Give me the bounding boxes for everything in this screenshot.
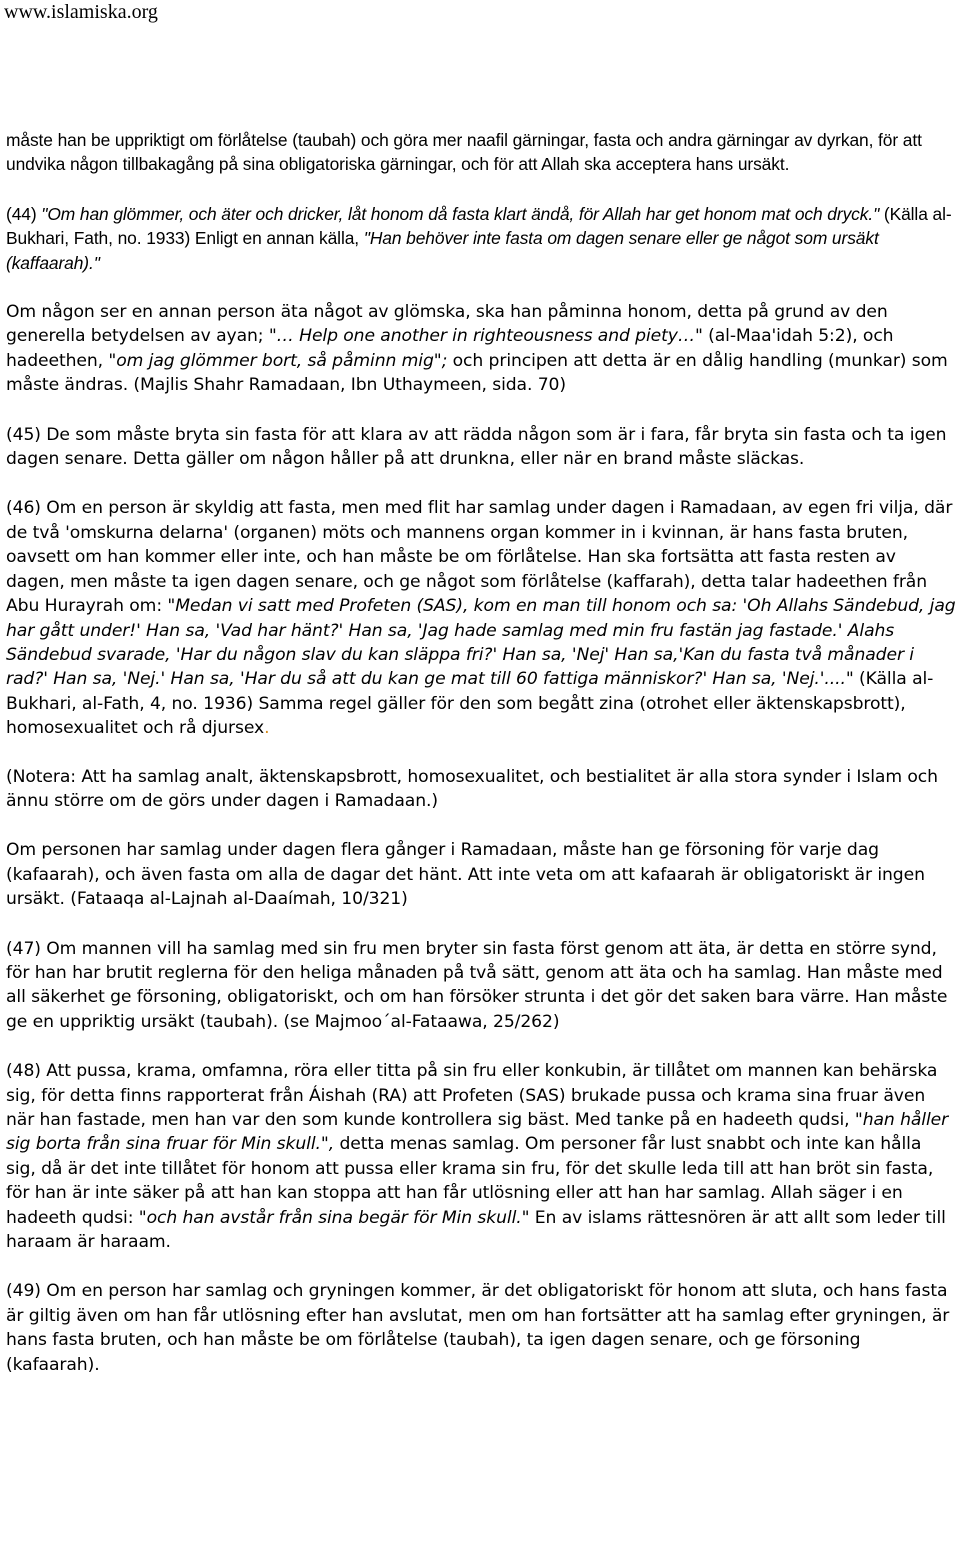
paragraph-repeated-text: Om personen har samlag under dagen flera gånger i Ramadaan, måste han ge försoning för varje dag (kafaarah), och även fasta om alla de dagar det hänt. Att inte veta om att kafaarah är obligatoriskt är ingen ursäkt. (Fataaqa al-Lajnah al-Daaímah, 10/321) xyxy=(6,840,925,910)
paragraph-46-end-dot: . xyxy=(264,718,270,739)
paragraph-44-number: (44) xyxy=(6,203,42,224)
site-url: www.islamiska.org xyxy=(4,1,158,23)
paragraph-48-quote-2: "och han avstår från sina begär för Min skull." xyxy=(138,1207,530,1228)
paragraph-reminder-text: Om någon ser en annan person äta något av glömska, ska han påminna honom, detta på grund av den generella betydelsen av ayan; xyxy=(6,302,888,347)
paragraph-45-text: (45) De som måste bryta sin fasta för att klara av att rädda någon som är i fara, får bryta sin fasta och ta igen dagen senare. Detta gäller om någon håller på att drunkna, eller när en brand måste släckas. xyxy=(6,424,947,470)
paragraph-intro xyxy=(6,128,956,177)
paragraph-46 xyxy=(6,496,956,740)
paragraph-46-hadeeth: "Medan vi satt med Profeten (SAS), kom en man till honom och sa: 'Oh Allahs Sändebud, jag har gått under!' Han sa, 'Vad har hänt?' Han sa, 'Jag hade samlag med min fru fastän jag fastade.' Alahs Sändebud svarade, 'Har du någon slav du kan släppa fri?' Han sa, 'Nej' Han sa,'Kan du fasta två månader i rad?' Han sa, 'Nej.' Han sa, 'Har du så att du kan ge mat till 60 fattiga människor?' Han sa, 'Nej.'...." xyxy=(6,596,956,690)
paragraph-47 xyxy=(6,937,956,1035)
paragraph-note-text: (Notera: Att ha samlag analt, äktenskapsbrott, homosexualitet, och bestialitet är alla stora synder i Islam och ännu större om de görs under dagen i Ramadaan.) xyxy=(6,766,938,811)
paragraph-44 xyxy=(6,202,956,275)
paragraph-48 xyxy=(6,1059,956,1254)
paragraph-48-quote: "han håller sig borta från sina fruar för Min skull.", xyxy=(6,1110,949,1155)
paragraph-46-source: (Källa al-Bukhari, al-Fath, 4, no. 1936) Samma regel gäller för den som begått zina (otrohet eller äktenskapsbrott), homosexualitet och rå djursex xyxy=(6,669,934,739)
paragraph-reminder-ref: (al-Maa'idah 5:2), och hadeethen, xyxy=(6,326,894,371)
document-body xyxy=(6,128,956,1402)
paragraph-49-text: (49) Om en person har samlag och gryningen kommer, är det obligatoriskt för honom att sluta, och hans fasta är giltig även om han får utlösning efter han avslutat, men om han fortsätter att ha samlag efter gryningen, är hans fasta bruten, och han måste be om förlåtelse (taubah), ta igen dagen senare, och ge försoning (kafaarah). xyxy=(6,1281,950,1375)
paragraph-44-quote-2: "Han behöver inte fasta om dagen senare eller ge något som ursäkt (kaffaarah)." xyxy=(6,228,879,273)
paragraph-48-text: (48) Att pussa, krama, omfamna, röra eller titta på sin fru eller konkubin, är tillåtet om mannen kan behärska sig, för detta finns rapporterat från Áishah (RA) att Profeten (SAS) brukade pussa och krama sina fruar även när han fastade, men han var den som kunde kontrollera sig bäst. Med tanke på en hadeeth qudsi, xyxy=(6,1061,938,1130)
paragraph-reminder-end: och principen att detta är en dålig handling (munkar) som måste ändras. (Majlis Shahr Ramadaan, Ibn Uthaymeen, sida. 70) xyxy=(6,350,948,396)
paragraph-47-text: (47) Om mannen vill ha samlag med sin fru men bryter sin fasta först genom att äta, är detta en större synd, för han har brutit reglerna för den heliga månaden på två sätt, genom att äta och ha samlag. Han måste med all säkerhet ge försoning, obligatoriskt, och om han försöker strunta i det gör det saken bara värre. Han måste ge en uppriktig ursäkt (taubah). (se Majmoo´al-Fataawa, 25/262) xyxy=(6,938,948,1032)
paragraph-reminder-hadeeth: "om jag glömmer bort, så påminn mig"; xyxy=(108,350,448,371)
paragraph-44-quote: "Om han glömmer, och äter och dricker, låt honom då fasta klart ändå, för Allah har get honom mat och dryck." xyxy=(41,203,880,224)
paragraph-48-end: En av islams rättesnören är att allt som leder till haraam är haraam. xyxy=(6,1207,946,1253)
paragraph-44-source: (Källa al-Bukhari, Fath, no. 1933) Enligt en annan källa, xyxy=(6,203,952,249)
paragraph-46-text: (46) Om en person är skyldig att fasta, men med flit har samlag under dagen i Ramadaan, av egen fri vilja, där de två 'omskurna delarna' (organen) möts och mannens organ kommer in i kvinnan, är hans fasta bruten, oavsett om han kommer eller inte, och han måste be om förlåtelse. Han ska fortsätta att fasta resten av dagen, men måste ta igen dagen senare, och ge något som förlåtelse (kaffarah), detta talar hadeethen från Abu Hurayrah om: xyxy=(6,498,953,617)
paragraph-reminder-ayah: "… Help one another in righteousness and piety…" xyxy=(268,326,703,347)
paragraph-intro-text: måste han be uppriktigt om förlåtelse (taubah) och göra mer naafil gärningar, fasta och andra gärningar av dyrkan, för att undvika någon tillbakagång på sina obligatoriska gärningar, och för att Allah ska acceptera hans ursäkt. xyxy=(6,130,922,175)
paragraph-45 xyxy=(6,423,956,472)
paragraph-48-middle: detta menas samlag. Om personer får lust snabbt och inte kan hålla sig, då är det inte tillåtet för honom att pussa eller krama sin fru, för det skulle leda till att han bröt sin fasta, för han är inte säker på att han kan stoppa att han får utlösning eller att han har samlag. Allah säger i en hadeeth qudsi: xyxy=(6,1134,934,1228)
paragraph-note xyxy=(6,765,956,814)
paragraph-49 xyxy=(6,1279,956,1377)
paragraph-reminder xyxy=(6,300,956,398)
paragraph-repeated xyxy=(6,838,956,911)
